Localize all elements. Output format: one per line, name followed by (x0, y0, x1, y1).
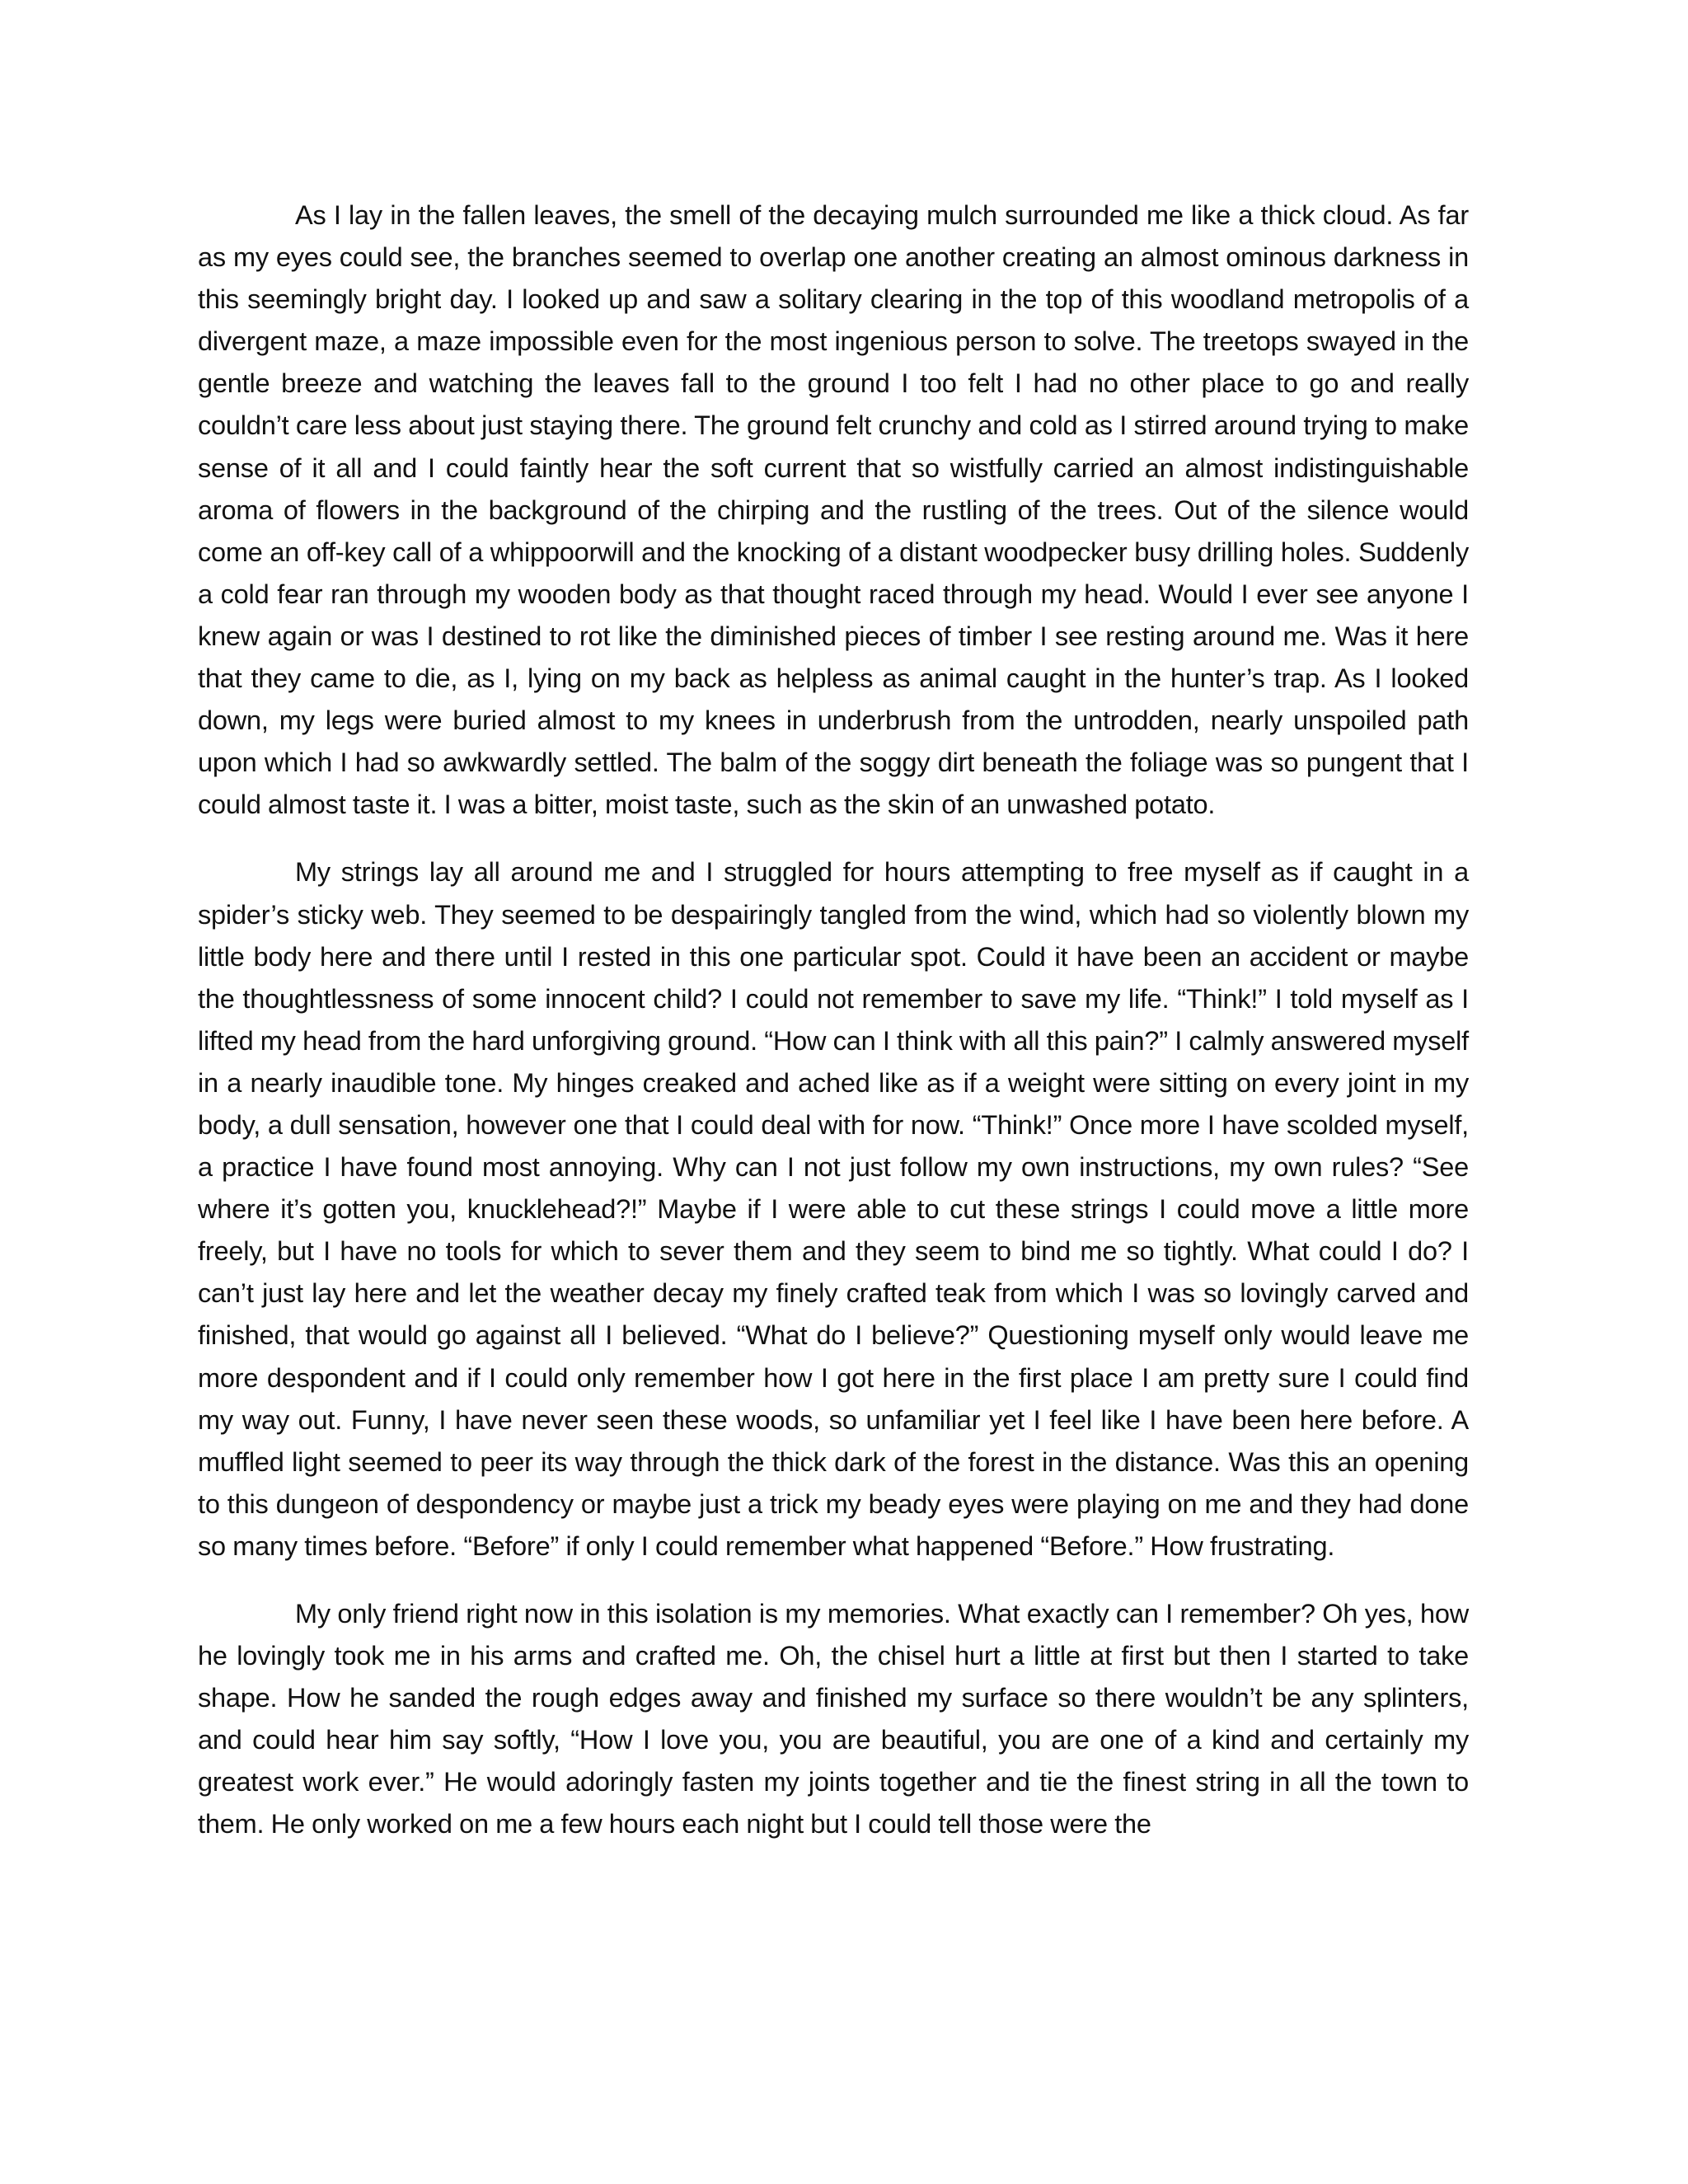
paragraph-3: My only friend right now in this isolation is my memories. What exactly can I remember? Oh yes, how he lovingly took me in his arms and crafted me. Oh, the chisel hurt a little at first but then I started to take shape. How he sanded the rough edges away and finished my surface so there wouldn’t be any splinters, and could hear him say softly, “How I love you, you are beautiful, you are one of a kind and certainly my greatest work ever.” He would adoringly fasten my joints together and tie the finest string in all the town to them. He only worked on me a few hours each night but I could tell those were the (198, 1599, 1469, 1840)
paragraph-2: My strings lay all around me and I struggled for hours attempting to free myself as if caught in a spider’s sticky web. They seemed to be despairingly tangled from the wind, which had so violently blown my little body here and there until I rested in this one particular spot. Could it have been an accident or maybe the thoughtlessness of some innocent child? I could not remember to save my life. “Think!” I told myself as I lifted my head from the hard unforgiving ground. “How can I think with all this pain?” I calmly answered myself in a nearly inaudible tone. My hinges creaked and ached like as if a weight were sitting on every joint in my body, a dull sensation, however one that I could deal with for now. “Think!” Once more I have scolded myself, a practice I have found most annoying. Why can I not just follow my own instructions, my own rules? “See where it’s gotten you, knucklehead?!” Maybe if I were able to cut these strings I could move a little more freely, but I have no tools for which to sever them and they seem to bind me so tightly. What could I do? I can’t just lay here and let the weather decay my finely crafted teak from which I was so lovingly carved and finished, that would go against all I believed. “What do I believe?” Questioning myself only would leave me more despondent and if I could only remember how I got here in the first place I am pretty sure I could find my way out. Funny, I have never seen these woods, so unfamiliar yet I feel like I have been here before. A muffled light seemed to peer its way through the thick dark of the forest in the distance. Was this an opening to this dungeon of despondency or maybe just a trick my beady eyes were playing on me and they had done so many times before. “Before” if only I could remember what happened “Before.” How frustrating. (198, 857, 1469, 1561)
paragraph-1: As I lay in the fallen leaves, the smell of the decaying mulch surrounded me like a thick cloud. As far as my eyes could see, the branches seemed to overlap one another creating an almost ominous darkness in this seemingly bright day. I looked up and saw a solitary clearing in the top of this woodland metropolis of a divergent maze, a maze impossible even for the most ingenious person to solve. The treetops swayed in the gentle breeze and watching the leaves fall to the ground I too felt I had no other place to go and really couldn’t care less about just staying there. The ground felt crunchy and cold as I stirred around trying to make sense of it all and I could faintly hear the soft current that so wistfully carried an almost indistinguishable aroma of flowers in the background of the chirping and the rustling of the trees. Out of the silence would come an off-key call of a whippoorwill and the knocking of a distant woodpecker busy drilling holes. Suddenly a cold fear ran through my wooden body as that thought raced through my head. Would I ever see anyone I knew again or was I destined to rot like the diminished pieces of timber I see resting around me. Was it here that they came to die, as I, lying on my back as helpless as animal caught in the hunter’s trap. As I looked down, my legs were buried almost to my knees in underbrush from the untrodden, nearly unspoiled path upon which I had so awkwardly settled. The balm of the soggy dirt beneath the foliage was so pungent that I could almost taste it. I was a bitter, moist taste, such as the skin of an unwashed potato. (198, 200, 1469, 820)
document-page (198, 194, 1469, 1846)
